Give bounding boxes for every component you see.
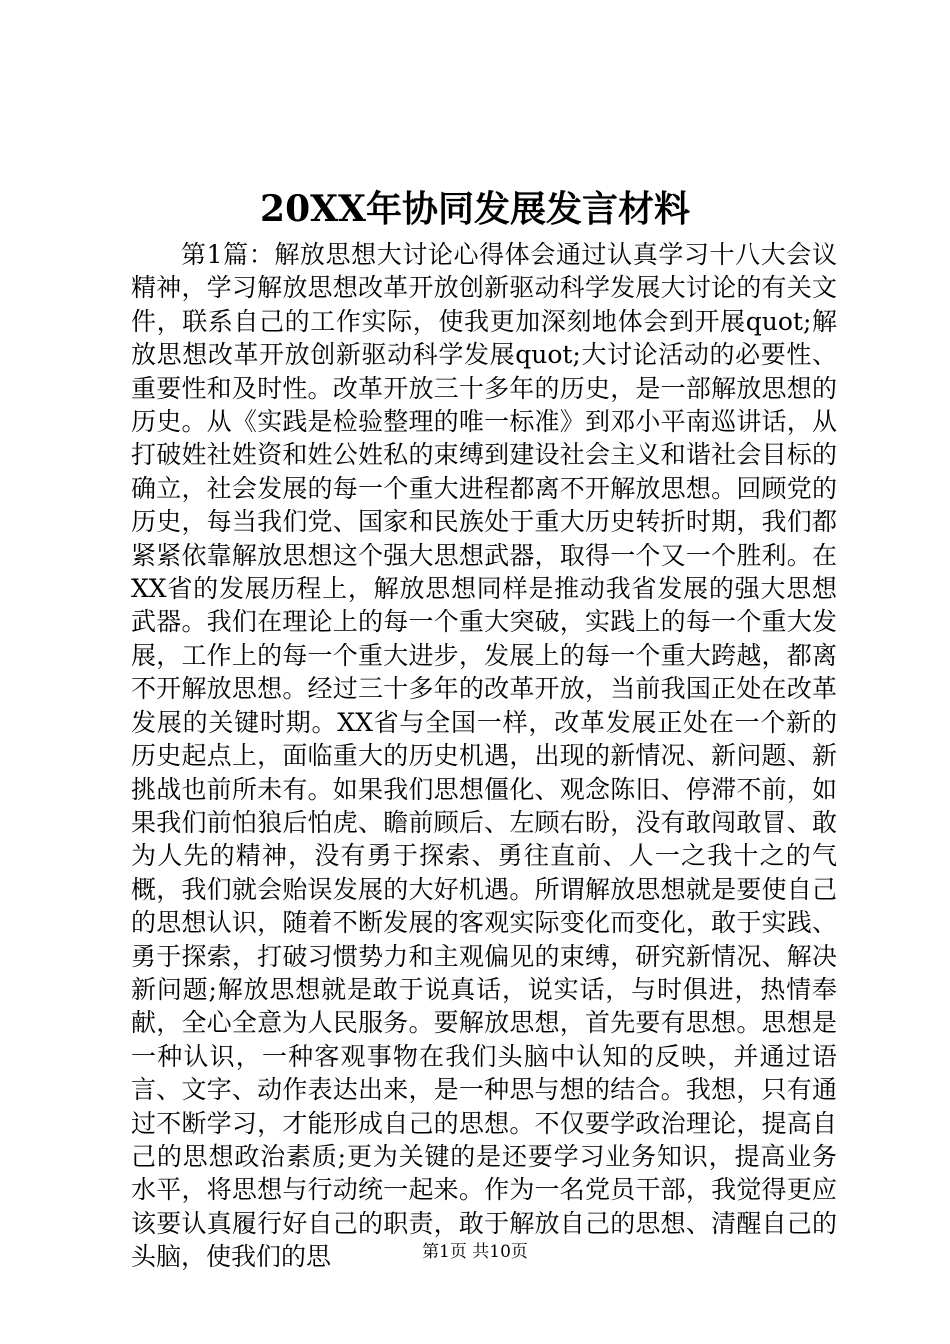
document-title: 20XX年协同发展发言材料: [260, 188, 690, 230]
page-number-footer: 第1页 共10页: [422, 1242, 528, 1262]
document-body-paragraph: 第1篇：解放思想大讨论心得体会通过认真学习十八大会议精神，学习解放思想改革开放创新驱动科学发展大讨论的有关文件，联系自己的工作实际，使我更加深刻地体会到开展quot;解放思想改革开放创新驱动科学发展quot;大讨论活动的必要性、重要性和及时性。改革开放三十多年的历史，是一部解放思想的历史。从《实践是检验整理的唯一标准》到邓小平南巡讲话，从打破姓社姓资和姓公姓私的束缚到建设社会主义和谐社会目标的确立，社会发展的每一个重大进程都离不开解放思想。回顾党的历史，每当我们党、国家和民族处于重大历史转折时期，我们都紧紧依靠解放思想这个强大思想武器，取得一个又一个胜利。在XX省的发展历程上，解放思想同样是推动我省发展的强大思想武器。我们在理论上的每一个重大突破，实践上的每一个重大发展，工作上的每一个重大进步，发展上的每一个重大跨越，都离不开解放思想。经过三十多年的改革开放，当前我国正处在改革发展的关键时期。XX省与全国一样，改革发展正处在一个新的历史起点上，面临重大的历史机遇，出现的新情况、新问题、新挑战也前所未有。如果我们思想僵化、观念陈旧、停滞不前，如果我们前怕狼后怕虎、瞻前顾后、左顾右盼，没有敢闯敢冒、敢为人先的精神，没有勇于探索、勇往直前、人一之我十之的气概，我们就会贻误发展的大好机遇。所谓解放思想就是要使自己的思想认识，随着不断发展的客观实际变化而变化，敢于实践、勇于探索，打破习惯势力和主观偏见的束缚，研究新情况、解决新问题;解放思想就是敢于说真话，说实话，与时俱进，热情奉献，全心全意为人民服务。要解放思想，首先要有思想。思想是一种认识，一种客观事物在我们头脑中认知的反映，并通过语言、文字、动作表达出来，是一种思与想的结合。我想，只有通过不断学习，才能形成自己的思想。不仅要学政治理论，提高自己的思想政治素质;更为关键的是还要学习业务知识，提高业务水平，将思想与行动统一起来。作为一名党员干部，我觉得更应该要认真履行好自己的职责，敢于解放自己的思想、清醒自己的头脑，使我们的思: [131, 240, 837, 1272]
